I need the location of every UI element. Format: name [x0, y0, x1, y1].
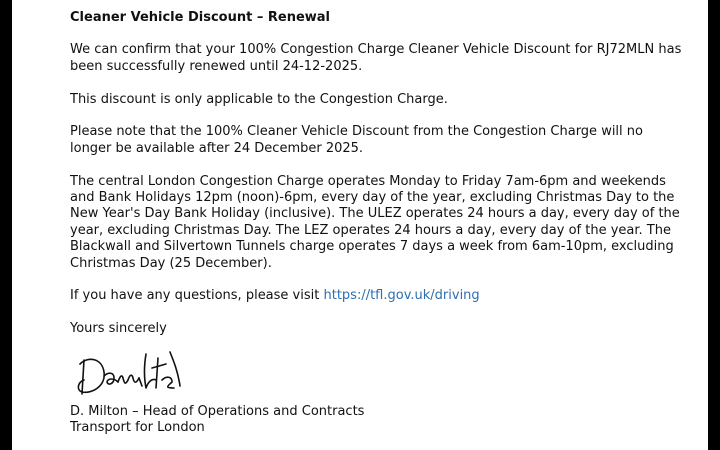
handwritten-signature	[70, 342, 190, 402]
letter-title: Cleaner Vehicle Discount – Renewal	[70, 10, 331, 25]
questions-text: If you have any questions, please visit	[70, 288, 324, 304]
discount-scope-note: This discount is only applicable to the Congestion Charge.	[70, 91, 448, 107]
discount-end-notice: Please note that the 100% Cleaner Vehicle Discount from the Congestion Charge will no longer be available after 24 December 2025.	[70, 124, 643, 156]
operating-hours-info: The central London Congestion Charge operates Monday to Friday 7am-6pm and weekends and Bank Holidays 12pm (noon)-6pm, every day of the year, excluding Christmas Day to the New Year's Day Bank Holiday (inclusive). The ULEZ operates 24 hours a day, every day of the year, excluding Christmas Day. The LEZ operates 24 hours a day, every day of the year. The Blackwall and Silvertown Tunnels charge operates 7 days a week from 6am-10pm, excluding Christmas Day (25 December).	[70, 173, 680, 271]
closing-text: Yours sincerely	[70, 321, 167, 337]
letter-page	[12, 0, 708, 450]
signatory-name: D. Milton – Head of Operations and Contracts	[70, 403, 365, 419]
tfl-driving-link[interactable]: https://tfl.gov.uk/driving	[323, 288, 480, 304]
organisation-name: Transport for London	[70, 420, 205, 436]
letter-body	[70, 10, 688, 436]
renewal-confirmation: We can confirm that your 100% Congestion Charge Cleaner Vehicle Discount for RJ72MLN has been successfully renewed until 24-12-2025.	[70, 42, 682, 74]
questions-line	[70, 288, 688, 304]
